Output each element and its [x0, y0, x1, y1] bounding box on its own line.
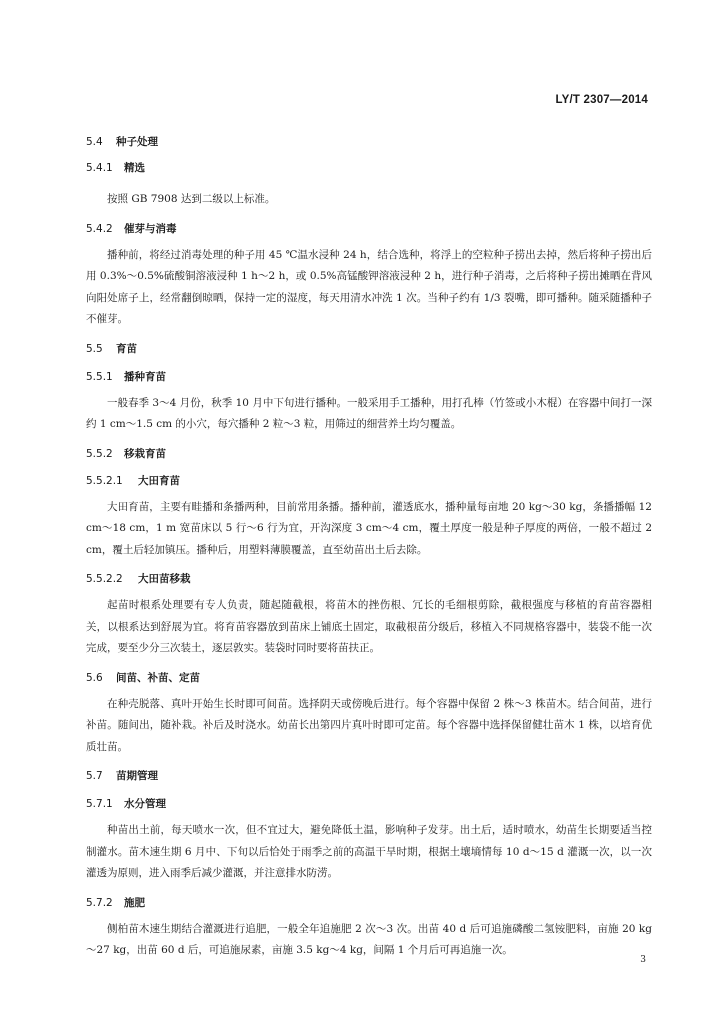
section-number: 5.7 — [86, 770, 103, 782]
section-number: 5.4.2 — [86, 222, 113, 235]
section-heading — [86, 571, 652, 587]
section-heading — [86, 160, 652, 176]
paragraph: 一般春季 3～4 月份，秋季 10 月中下旬进行播种。一般采用手工播种，用打孔棒（竹签或小木棍）在容器中间打一深约 1 cm～1.5 cm 的小穴，每穴播种 2 粒～3 粒，用筛过的细营养土均匀覆盖。 — [86, 396, 652, 430]
section-title: 水分管理 — [124, 798, 166, 810]
paragraph: 大田育苗，主要有畦播和条播两种，目前常用条播。播种前，灌透底水，播种量每亩地 20 kg～30 kg，条播播幅 12 cm～18 cm，1 m 宽苗床以 5 行～6 行为宜，开沟深度 3 cm～4 cm，覆土厚度一般是种子厚度的两倍，一般不超过 2 cm，覆土后轻加镇压。播种后，用塑料薄膜覆盖，直至幼苗出土后去除。 — [86, 500, 652, 556]
section-title: 催芽与消毒 — [124, 222, 177, 235]
section-title: 精选 — [124, 162, 145, 174]
section-title: 大田育苗 — [138, 474, 180, 487]
section-number: 5.5.2.1 — [86, 474, 123, 487]
section-heading — [86, 446, 652, 462]
paragraph: 按照 GB 7908 达到二级以上标准。 — [107, 193, 276, 205]
section-number: 5.7.1 — [86, 798, 113, 810]
section-heading — [86, 221, 652, 237]
section-number: 5.5.1 — [86, 370, 113, 383]
section-title: 播种育苗 — [124, 370, 166, 383]
document-body — [86, 134, 652, 962]
page-number: 3 — [640, 955, 646, 965]
section-title: 苗期管理 — [116, 770, 158, 782]
section-number: 5.7.2 — [86, 896, 113, 909]
section-number: 5.5.2 — [86, 447, 113, 460]
paragraph: 种苗出土前，每天喷水一次，但不宜过大，避免降低土温，影响种子发芽。出土后，适时喷水，幼苗生长期要适当控制灌水。苗木速生期 6 月中、下旬以后恰处于雨季之前的高温干旱时期，根据土壤墒情每 10 d～15 d 灌溉一次，以一次灌透为原则，进入雨季后减少灌溉，并注意排水防涝。 — [86, 824, 652, 879]
section-heading — [86, 369, 652, 385]
section-number: 5.6 — [86, 671, 103, 684]
paragraph: 侧柏苗木速生期结合灌溉进行追肥，一般全年追施肥 2 次～3 次。出苗 40 d 后可追施磷酸二氢铵肥料，亩施 20 kg～27 kg，出苗 60 d 后，可追施尿素，亩施 3.5 kg～4 kg，间隔 1 个月后可再追施一次。 — [86, 922, 652, 956]
paragraph: 起苗时根系处理要有专人负责，随起随截根，将苗木的挫伤根、冗长的毛细根剪除，截根强度与移植的育苗容器相关，以根系达到舒展为宜。将育苗容器放到苗床上铺底土固定，取截根苗分级后，移植入不同规格容器中，装袋不能一次完成，要至少分三次装土，逐层敦实。装袋时同时要将苗扶正。 — [86, 599, 652, 654]
section-number: 5.4.1 — [86, 162, 113, 174]
section-title: 施肥 — [124, 896, 145, 909]
document-code: LY/T 2307—2014 — [555, 94, 648, 106]
section-heading — [86, 670, 652, 686]
section-number: 5.4 — [86, 136, 103, 148]
section-heading — [86, 473, 652, 489]
section-heading — [86, 796, 652, 812]
section-title: 育苗 — [116, 342, 137, 355]
section-heading — [86, 768, 652, 784]
section-title: 移栽育苗 — [124, 447, 166, 460]
section-heading — [86, 341, 652, 357]
section-number: 5.5.2.2 — [86, 573, 123, 585]
paragraph: 播种前，将经过消毒处理的种子用 45 ℃温水浸种 24 h，结合选种，将浮上的空粒种子捞出去掉，然后将种子捞出后用 0.3%～0.5%硫酸铜溶液浸种 1 h～2 h，或 0.5%高锰酸钾溶液浸种 2 h，进行种子消毒，之后将种子捞出摊晒在背风向阳处席子上，经常翻倒晾晒，保持一定的湿度，每天用清水冲洗 1 次。当种子约有 1/3 裂嘴，即可播种。随采随播种子不催芽。 — [86, 248, 652, 325]
section-title: 种子处理 — [116, 136, 158, 148]
section-title: 间苗、补苗、定苗 — [116, 671, 200, 684]
section-number: 5.5 — [86, 342, 103, 355]
paragraph: 在种壳脱落、真叶开始生长时即可间苗。选择阴天或傍晚后进行。每个容器中保留 2 株～3 株苗木。结合间苗，进行补苗。随间出，随补栽。补后及时浇水。幼苗长出第四片真叶时即可定苗。每个容器中选择保留健壮苗木 1 株，以培育优质壮苗。 — [86, 697, 652, 753]
section-heading — [86, 895, 652, 911]
section-heading — [86, 134, 652, 150]
section-title: 大田苗移栽 — [138, 573, 191, 585]
